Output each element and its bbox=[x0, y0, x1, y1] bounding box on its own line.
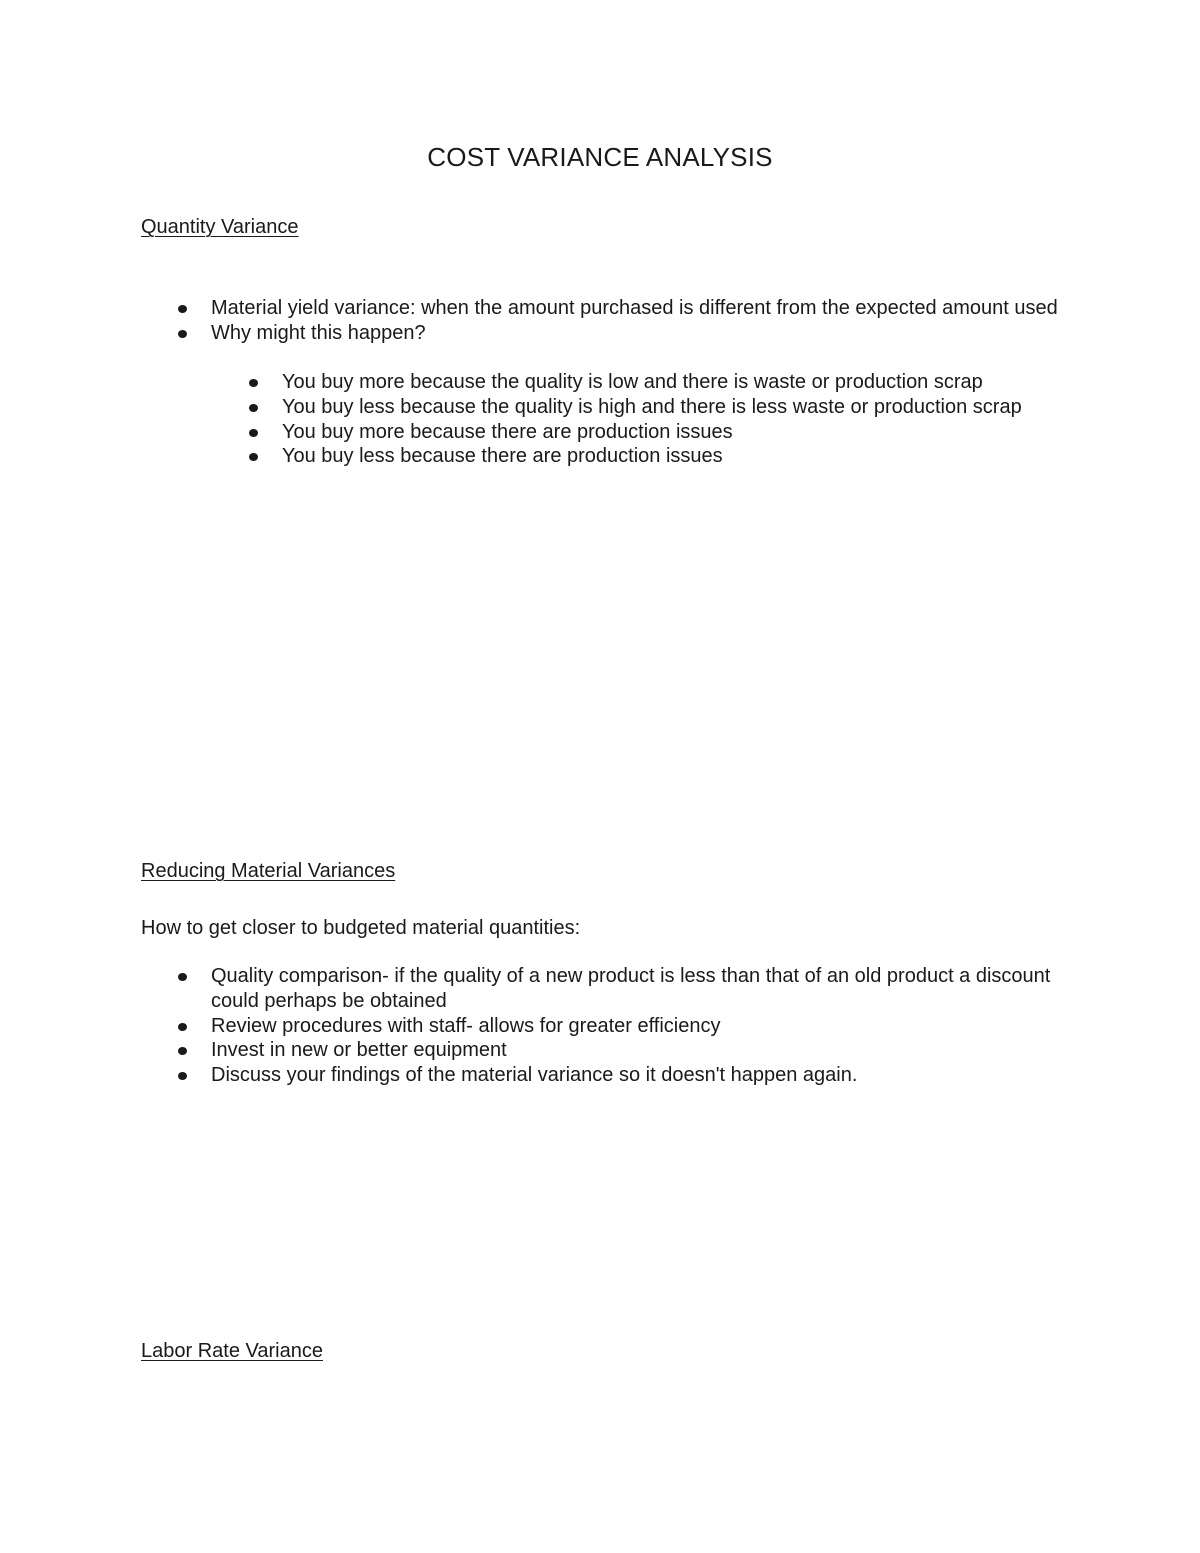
list-item-text: Review procedures with staff- allows for greater efficiency bbox=[211, 1014, 721, 1037]
bullet-icon bbox=[178, 330, 187, 338]
list-item bbox=[211, 321, 1061, 346]
reducing-variances-list bbox=[211, 964, 1061, 1088]
quantity-variance-sublist bbox=[282, 370, 1062, 469]
list-item-text: You buy less because there are production issues bbox=[282, 445, 723, 468]
bullet-icon bbox=[249, 404, 258, 412]
bullet-icon bbox=[178, 1023, 187, 1031]
bullet-icon bbox=[249, 453, 258, 461]
bullet-icon bbox=[178, 305, 187, 313]
section-heading-quantity-variance: Quantity Variance bbox=[141, 216, 299, 238]
bullet-icon bbox=[178, 1047, 187, 1055]
list-item-text: Discuss your findings of the material variance so it doesn't happen again. bbox=[211, 1064, 858, 1087]
section-heading-reducing-material-variances: Reducing Material Variances bbox=[141, 860, 396, 882]
list-item bbox=[211, 1038, 1061, 1063]
bullet-icon bbox=[249, 429, 258, 437]
list-item bbox=[282, 420, 1062, 445]
list-item bbox=[282, 370, 1062, 395]
list-item-text: Quality comparison- if the quality of a new product is less than that of an old product a discount could perhaps be obtained bbox=[211, 965, 1051, 1012]
list-item bbox=[211, 964, 1061, 1014]
bullet-icon bbox=[249, 379, 258, 387]
document-title: COST VARIANCE ANALYSIS bbox=[427, 142, 773, 172]
list-item bbox=[211, 296, 1061, 321]
bullet-icon bbox=[178, 1072, 187, 1080]
reducing-intro-text: How to get closer to budgeted material quantities: bbox=[141, 917, 581, 939]
list-item bbox=[211, 1014, 1061, 1039]
list-item-text: You buy more because there are production issues bbox=[282, 420, 733, 443]
section-heading-labor-rate-variance: Labor Rate Variance bbox=[141, 1340, 323, 1362]
list-item-text: Material yield variance: when the amount purchased is different from the expected amount used bbox=[211, 297, 1058, 319]
bullet-icon bbox=[178, 973, 187, 981]
list-item-text: Invest in new or better equipment bbox=[211, 1039, 507, 1062]
list-item-text: Why might this happen? bbox=[211, 321, 426, 344]
list-item bbox=[211, 1063, 1061, 1088]
quantity-variance-list bbox=[211, 296, 1061, 346]
list-item bbox=[282, 395, 1062, 420]
list-item-text: You buy less because the quality is high and there is less waste or production scrap bbox=[282, 395, 1022, 418]
list-item-text: You buy more because the quality is low and there is waste or production scrap bbox=[282, 371, 983, 393]
list-item bbox=[282, 444, 1062, 469]
